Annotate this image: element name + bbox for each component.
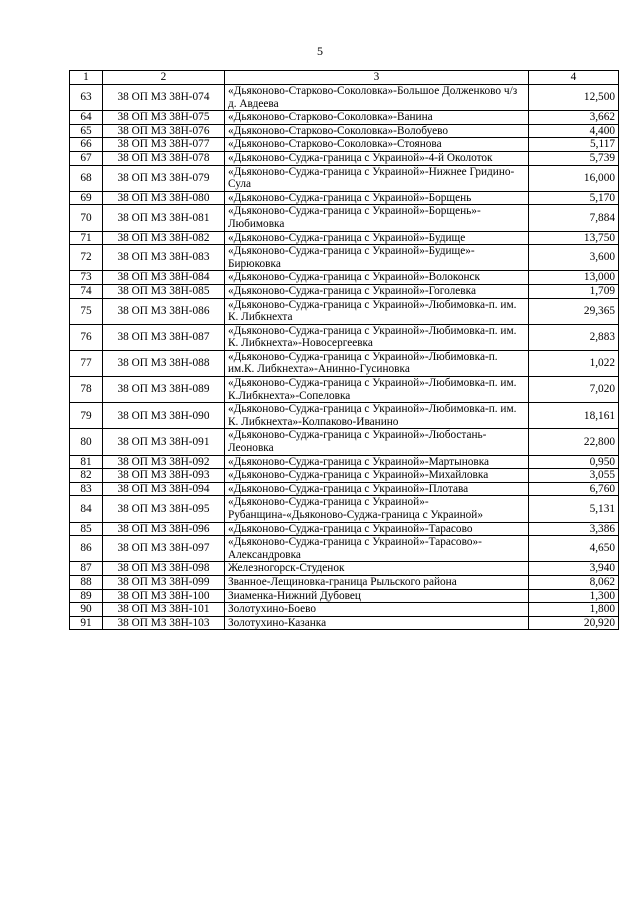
road-length: 22,800 — [529, 429, 619, 455]
row-number: 76 — [70, 324, 103, 350]
row-number: 86 — [70, 536, 103, 562]
road-code: 38 ОП МЗ 38Н-101 — [103, 603, 225, 617]
table-row — [70, 85, 619, 111]
road-name: «Дьяконово-Суджа-граница с Украиной»-Любимовка-п. им. К. Либкнехта»-Колпаково-Иванино — [225, 403, 529, 429]
road-name: «Дьяконово-Старково-Соколовка»-Стоянова — [225, 138, 529, 152]
road-code: 38 ОП МЗ 38Н-085 — [103, 284, 225, 298]
header-col-1: 1 — [70, 71, 103, 85]
row-number: 81 — [70, 455, 103, 469]
road-length: 7,020 — [529, 377, 619, 403]
table-row — [70, 324, 619, 350]
row-number: 72 — [70, 245, 103, 271]
header-col-2: 2 — [103, 71, 225, 85]
road-length: 3,386 — [529, 522, 619, 536]
row-number: 70 — [70, 205, 103, 231]
table-row — [70, 151, 619, 165]
table-row — [70, 124, 619, 138]
road-length: 29,365 — [529, 298, 619, 324]
road-length: 3,055 — [529, 469, 619, 483]
road-code: 38 ОП МЗ 38Н-079 — [103, 165, 225, 191]
road-name: «Дьяконово-Суджа-граница с Украиной»-Будище»-Бирюковка — [225, 245, 529, 271]
road-name: Золотухино-Казанка — [225, 616, 529, 630]
row-number: 73 — [70, 271, 103, 285]
row-number: 85 — [70, 522, 103, 536]
road-code: 38 ОП МЗ 38Н-103 — [103, 616, 225, 630]
table-row — [70, 191, 619, 205]
road-name: «Дьяконово-Суджа-граница с Украиной»-Гоголевка — [225, 284, 529, 298]
road-length: 3,940 — [529, 562, 619, 576]
road-length: 7,884 — [529, 205, 619, 231]
road-length: 0,950 — [529, 455, 619, 469]
table-row — [70, 522, 619, 536]
road-code: 38 ОП МЗ 38Н-090 — [103, 403, 225, 429]
road-name: «Дьяконово-Суджа-граница с Украиной»-Любимовка-п. им. К. Либкнехта — [225, 298, 529, 324]
road-name: «Дьяконово-Старково-Соколовка»-Большое Долженково ч/з д. Авдеева — [225, 85, 529, 111]
row-number: 77 — [70, 350, 103, 376]
road-length: 16,000 — [529, 165, 619, 191]
table-row — [70, 284, 619, 298]
road-name: «Дьяконово-Суджа-граница с Украиной»-Плотава — [225, 482, 529, 496]
road-name: «Дьяконово-Суджа-граница с Украиной»-Любимовка-п. им.К. Либкнехта»-Анинно-Гусиновка — [225, 350, 529, 376]
road-code: 38 ОП МЗ 38Н-095 — [103, 496, 225, 522]
road-name: «Дьяконово-Суджа-граница с Украиной»-Тарасово — [225, 522, 529, 536]
road-length: 5,117 — [529, 138, 619, 152]
road-code: 38 ОП МЗ 38Н-093 — [103, 469, 225, 483]
road-length: 3,600 — [529, 245, 619, 271]
row-number: 88 — [70, 575, 103, 589]
row-number: 79 — [70, 403, 103, 429]
road-length: 1,300 — [529, 589, 619, 603]
table-row — [70, 231, 619, 245]
table-row — [70, 603, 619, 617]
road-length: 2,883 — [529, 324, 619, 350]
road-code: 38 ОП МЗ 38Н-097 — [103, 536, 225, 562]
road-length: 1,022 — [529, 350, 619, 376]
road-name: «Дьяконово-Суджа-граница с Украиной»-Любимовка-п. им. К.Либкнехта»-Сопеловка — [225, 377, 529, 403]
roads-table — [69, 70, 619, 630]
road-length: 5,739 — [529, 151, 619, 165]
row-number: 75 — [70, 298, 103, 324]
road-name: Железногорск-Студенок — [225, 562, 529, 576]
road-name: «Дьяконово-Суджа-граница с Украиной»-Нижнее Гридино-Сула — [225, 165, 529, 191]
road-name: «Дьяконово-Суджа-граница с Украиной»-Тарасово»-Александровка — [225, 536, 529, 562]
road-code: 38 ОП МЗ 38Н-094 — [103, 482, 225, 496]
road-name: «Дьяконово-Суджа-граница с Украиной»-Любимовка-п. им. К. Либкнехта»-Новосергеевка — [225, 324, 529, 350]
road-code: 38 ОП МЗ 38Н-088 — [103, 350, 225, 376]
row-number: 80 — [70, 429, 103, 455]
road-name: «Дьяконово-Суджа-граница с Украиной»-Борщень»-Любимовка — [225, 205, 529, 231]
road-length: 4,400 — [529, 124, 619, 138]
row-number: 83 — [70, 482, 103, 496]
table-row — [70, 165, 619, 191]
table-row — [70, 536, 619, 562]
table-row — [70, 589, 619, 603]
table-row — [70, 469, 619, 483]
row-number: 63 — [70, 85, 103, 111]
road-code: 38 ОП МЗ 38Н-084 — [103, 271, 225, 285]
row-number: 66 — [70, 138, 103, 152]
road-length: 8,062 — [529, 575, 619, 589]
table-row — [70, 377, 619, 403]
road-length: 6,760 — [529, 482, 619, 496]
table-row — [70, 245, 619, 271]
row-number: 67 — [70, 151, 103, 165]
table-row — [70, 562, 619, 576]
table-row — [70, 496, 619, 522]
road-name: «Дьяконово-Суджа-граница с Украиной»-Волоконск — [225, 271, 529, 285]
row-number: 74 — [70, 284, 103, 298]
road-code: 38 ОП МЗ 38Н-075 — [103, 111, 225, 125]
road-code: 38 ОП МЗ 38Н-086 — [103, 298, 225, 324]
road-name: Званное-Лещиновка-граница Рыльского района — [225, 575, 529, 589]
road-name: «Дьяконово-Суджа-граница с Украиной»-Будище — [225, 231, 529, 245]
road-code: 38 ОП МЗ 38Н-089 — [103, 377, 225, 403]
road-length: 1,709 — [529, 284, 619, 298]
road-code: 38 ОП МЗ 38Н-081 — [103, 205, 225, 231]
table-row — [70, 350, 619, 376]
header-col-3: 3 — [225, 71, 529, 85]
road-code: 38 ОП МЗ 38Н-100 — [103, 589, 225, 603]
road-code: 38 ОП МЗ 38Н-080 — [103, 191, 225, 205]
road-length: 5,131 — [529, 496, 619, 522]
road-length: 5,170 — [529, 191, 619, 205]
table-row — [70, 616, 619, 630]
table-row — [70, 455, 619, 469]
road-code: 38 ОП МЗ 38Н-083 — [103, 245, 225, 271]
road-name: «Дьяконово-Суджа-граница с Украиной»-Михайловка — [225, 469, 529, 483]
row-number: 84 — [70, 496, 103, 522]
table-row — [70, 575, 619, 589]
table-body — [70, 85, 619, 630]
table-row — [70, 205, 619, 231]
road-code: 38 ОП МЗ 38Н-098 — [103, 562, 225, 576]
row-number: 68 — [70, 165, 103, 191]
road-code: 38 ОП МЗ 38Н-078 — [103, 151, 225, 165]
table-row — [70, 482, 619, 496]
road-name: «Дьяконово-Суджа-граница с Украиной»-Мартыновка — [225, 455, 529, 469]
road-code: 38 ОП МЗ 38Н-091 — [103, 429, 225, 455]
road-name: Зиаменка-Нижний Дубовец — [225, 589, 529, 603]
table-row — [70, 138, 619, 152]
row-number: 91 — [70, 616, 103, 630]
road-name: «Дьяконово-Суджа-граница с Украиной»-4-й Околоток — [225, 151, 529, 165]
road-name: «Дьяконово-Старково-Соколовка»-Волобуево — [225, 124, 529, 138]
row-number: 87 — [70, 562, 103, 576]
table-row — [70, 403, 619, 429]
table-row — [70, 298, 619, 324]
row-number: 89 — [70, 589, 103, 603]
road-length: 13,750 — [529, 231, 619, 245]
row-number: 90 — [70, 603, 103, 617]
table-row — [70, 111, 619, 125]
row-number: 69 — [70, 191, 103, 205]
road-code: 38 ОП МЗ 38Н-076 — [103, 124, 225, 138]
road-code: 38 ОП МЗ 38Н-099 — [103, 575, 225, 589]
road-length: 4,650 — [529, 536, 619, 562]
road-length: 3,662 — [529, 111, 619, 125]
road-name: «Дьяконово-Суджа-граница с Украиной»-Любостань-Леоновка — [225, 429, 529, 455]
road-length: 18,161 — [529, 403, 619, 429]
road-name: «Дьяконово-Суджа-граница с Украиной»-Борщень — [225, 191, 529, 205]
road-length: 1,800 — [529, 603, 619, 617]
row-number: 82 — [70, 469, 103, 483]
page-number: 5 — [317, 44, 323, 58]
table-row — [70, 429, 619, 455]
road-code: 38 ОП МЗ 38Н-096 — [103, 522, 225, 536]
road-code: 38 ОП МЗ 38Н-077 — [103, 138, 225, 152]
row-number: 64 — [70, 111, 103, 125]
road-code: 38 ОП МЗ 38Н-087 — [103, 324, 225, 350]
table-header-row — [70, 71, 619, 85]
row-number: 71 — [70, 231, 103, 245]
road-length: 13,000 — [529, 271, 619, 285]
road-name: «Дьяконово-Старково-Соколовка»-Ванина — [225, 111, 529, 125]
road-name: «Дьяконово-Суджа-граница с Украиной»-Рубанщина-«Дьяконово-Суджа-граница с Украиной» — [225, 496, 529, 522]
table-row — [70, 271, 619, 285]
road-code: 38 ОП МЗ 38Н-082 — [103, 231, 225, 245]
header-col-4: 4 — [529, 71, 619, 85]
road-length: 12,500 — [529, 85, 619, 111]
row-number: 78 — [70, 377, 103, 403]
road-code: 38 ОП МЗ 38Н-092 — [103, 455, 225, 469]
road-length: 20,920 — [529, 616, 619, 630]
road-name: Золотухино-Боево — [225, 603, 529, 617]
road-code: 38 ОП МЗ 38Н-074 — [103, 85, 225, 111]
row-number: 65 — [70, 124, 103, 138]
